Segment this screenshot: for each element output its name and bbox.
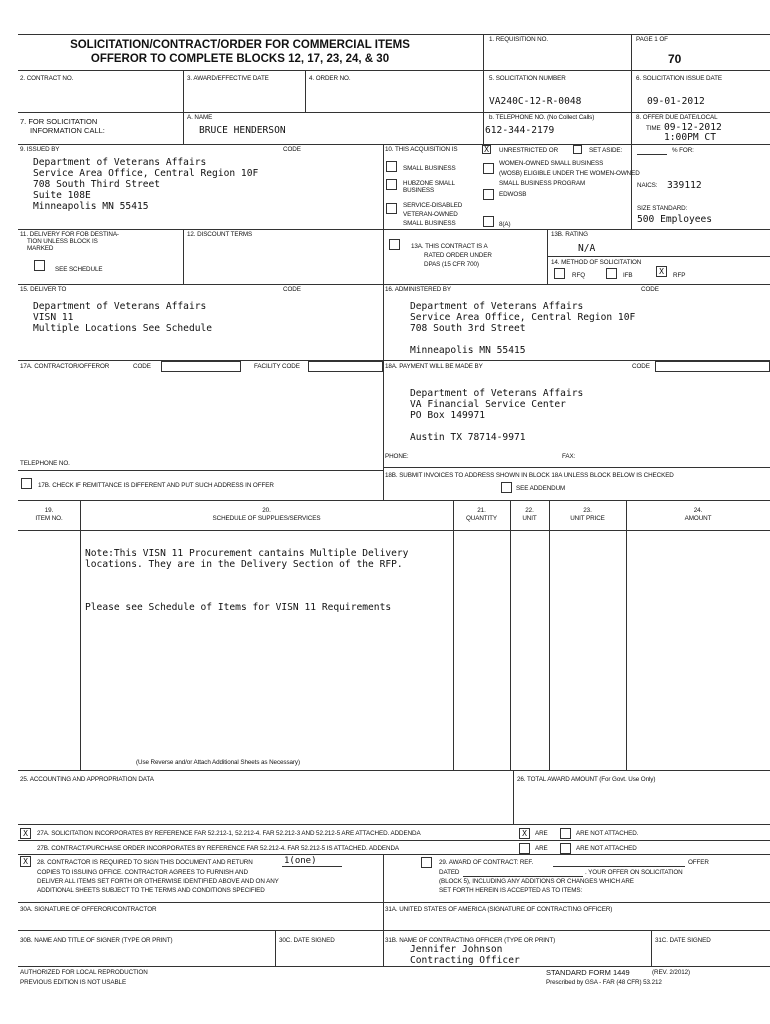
solicitation-no-label: 5. SOLICITATION NUMBER bbox=[489, 75, 566, 82]
col-num: 21. bbox=[477, 507, 486, 514]
solicitation-no: VA240C-12-R-0048 bbox=[489, 96, 582, 107]
due-time: 1:00PM CT bbox=[664, 132, 716, 143]
rating-label: 13B. RATING bbox=[551, 231, 588, 238]
percent-for-label: % FOR: bbox=[672, 147, 694, 154]
officer-date-label: 31C. DATE SIGNED bbox=[655, 937, 711, 944]
contractor-sign-checkbox[interactable]: X bbox=[20, 856, 31, 867]
rated-order-checkbox[interactable] bbox=[389, 239, 400, 250]
acquisition-label: 10. THIS ACQUISITION IS bbox=[385, 146, 458, 153]
issued-by-line: Department of Veterans Affairs bbox=[33, 157, 207, 168]
facility-code-label: FACILITY CODE bbox=[254, 363, 300, 370]
rule bbox=[18, 470, 383, 471]
rule-v bbox=[510, 500, 511, 770]
administered-by-line: Minneapolis MN 55415 bbox=[410, 345, 526, 356]
deliver-to-line: Multiple Locations See Schedule bbox=[33, 323, 213, 334]
size-standard-value: 500 Employees bbox=[637, 214, 713, 225]
contractor-label: 17A. CONTRACTOR/OFFEROR bbox=[20, 363, 110, 370]
officer-name: Jennifer Johnson bbox=[410, 944, 503, 955]
administered-by-line: Service Area Office, Central Region 10F bbox=[410, 312, 636, 323]
rule bbox=[383, 467, 770, 468]
schedule-note: locations. They are in the Delivery Section of the RFP. bbox=[85, 559, 403, 570]
due-date: 09-12-2012 bbox=[664, 122, 722, 133]
addenda-are-not-checkbox[interactable] bbox=[560, 828, 571, 839]
col-title: ITEM NO. bbox=[35, 515, 63, 522]
name-label: A. NAME bbox=[187, 114, 213, 121]
rfq-label: RFQ bbox=[572, 272, 585, 279]
see-schedule-label: SEE SCHEDULE bbox=[55, 266, 103, 273]
rule bbox=[18, 966, 770, 967]
discount-terms-label: 12. DISCOUNT TERMS bbox=[187, 231, 253, 238]
rated-order-label-3: DPAS (15 CFR 700) bbox=[424, 261, 479, 268]
payment-line: VA Financial Service Center bbox=[410, 399, 566, 410]
hubzone-label-2: BUSINESS bbox=[403, 187, 435, 194]
col-title: QUANTITY bbox=[465, 515, 498, 522]
rfq-checkbox[interactable] bbox=[554, 268, 565, 279]
col-num: 24. bbox=[693, 507, 703, 514]
signer-name-label: 30B. NAME AND TITLE OF SIGNER (TYPE OR PRINT) bbox=[20, 937, 173, 944]
signature-offeror-label: 30A. SIGNATURE OF OFFEROR/CONTRACTOR bbox=[20, 906, 157, 913]
deliver-to-label: 15. DELIVER TO bbox=[20, 286, 67, 293]
rule bbox=[383, 229, 770, 230]
clause-29-line3: (BLOCK 5), INCLUDING ANY ADDITIONS OR CHANGES WHICH ARE bbox=[439, 878, 634, 885]
rule-v bbox=[183, 229, 184, 284]
footer-prescribed: Prescribed by GSA - FAR (48 CFR) 53.212 bbox=[546, 979, 662, 986]
wosb-checkbox[interactable] bbox=[483, 163, 494, 174]
rule-v bbox=[183, 70, 184, 112]
hubzone-label-1: HUBZONE SMALL bbox=[403, 180, 455, 187]
rule-v bbox=[631, 144, 632, 229]
officer-name-label: 31B. NAME OF CONTRACTING OFFICER (TYPE OR PRINT) bbox=[385, 937, 556, 944]
col-num: 22. bbox=[525, 507, 534, 514]
award-checkbox[interactable] bbox=[421, 857, 432, 868]
set-aside-percent-line bbox=[637, 154, 667, 155]
payment-code-label: CODE bbox=[632, 363, 650, 370]
addenda-are-label-2: ARE bbox=[535, 845, 548, 852]
col-num: 23. bbox=[583, 507, 592, 514]
payment-line: Department of Veterans Affairs bbox=[410, 388, 584, 399]
rule bbox=[18, 500, 770, 501]
small-business-label: SMALL BUSINESS bbox=[403, 165, 456, 172]
rule bbox=[18, 824, 770, 825]
payment-line: PO Box 149971 bbox=[410, 410, 486, 421]
page-total: 70 bbox=[668, 52, 682, 66]
rule bbox=[18, 902, 770, 903]
rule-v bbox=[513, 770, 514, 824]
clause-29-line2: . YOUR OFFER ON SOLICITATION bbox=[585, 869, 683, 876]
deliver-to-code-label: CODE bbox=[283, 286, 301, 293]
ifb-label: IFB bbox=[623, 272, 633, 279]
rule-v bbox=[483, 34, 484, 70]
col-title: UNIT bbox=[522, 515, 537, 522]
addenda-are-checkbox[interactable]: X bbox=[519, 828, 530, 839]
issued-by-line: Service Area Office, Central Region 10F bbox=[33, 168, 259, 179]
rule bbox=[18, 284, 770, 285]
eight-a-label: 8(A) bbox=[499, 221, 511, 228]
total-award-label: 26. TOTAL AWARD AMOUNT (For Govt. Use Only) bbox=[517, 776, 656, 783]
fob-label-3: MARKED bbox=[27, 245, 54, 252]
administered-by-line: Department of Veterans Affairs bbox=[410, 301, 584, 312]
see-schedule-checkbox[interactable] bbox=[34, 260, 45, 271]
sdvosb-label-3: SMALL BUSINESS bbox=[403, 220, 456, 227]
clause-28-line3: DELIVER ALL ITEMS SET FORTH OR OTHERWISE IDENTIFIED ABOVE AND ON ANY bbox=[37, 878, 279, 885]
schedule-note: Please see Schedule of Items for VISN 11 Requirements bbox=[85, 602, 392, 613]
administered-by-line: 708 South 3rd Street bbox=[410, 323, 526, 334]
requisition-no-label: 1. REQUISITION NO. bbox=[489, 36, 549, 43]
small-business-checkbox[interactable] bbox=[386, 161, 397, 172]
officer-title: Contracting Officer bbox=[410, 955, 520, 966]
rule-v bbox=[383, 854, 384, 966]
naics-value: 339112 bbox=[667, 180, 702, 191]
col-unit bbox=[510, 507, 549, 523]
schedule-footer: (Use Reverse and/or Attach Additional Sheets as Necessary) bbox=[136, 759, 300, 766]
invoice-label: 18B. SUBMIT INVOICES TO ADDRESS SHOWN IN BLOCK 18A UNLESS BLOCK BELOW IS CHECKED bbox=[385, 472, 674, 479]
addenda-are-checkbox-2[interactable] bbox=[519, 843, 530, 854]
accounting-label: 25. ACCOUNTING AND APPROPRIATION DATA bbox=[20, 776, 154, 783]
issued-by-label: 9. ISSUED BY bbox=[20, 146, 60, 153]
rule-v bbox=[453, 500, 454, 770]
size-standard-label: SIZE STANDARD: bbox=[637, 205, 688, 212]
footer-authorized: AUTHORIZED FOR LOCAL REPRODUCTION bbox=[20, 969, 148, 976]
set-aside-label: SET ASIDE: bbox=[589, 147, 623, 154]
rule bbox=[18, 770, 770, 771]
phone-label: b. TELEPHONE NO. (No Collect Calls) bbox=[489, 114, 595, 121]
unrestricted-label: UNRESTRICTED OR bbox=[499, 147, 559, 154]
rule-v bbox=[80, 500, 81, 770]
rule bbox=[18, 840, 770, 841]
rated-order-label-1: 13A. THIS CONTRACT IS A bbox=[411, 243, 488, 250]
form-title bbox=[40, 38, 440, 66]
addendum-label: SEE ADDENDUM bbox=[516, 485, 566, 492]
issue-date: 09-01-2012 bbox=[647, 96, 705, 107]
col-amount bbox=[626, 507, 770, 523]
col-title: AMOUNT bbox=[684, 515, 712, 522]
deliver-to-line: VISN 11 bbox=[33, 312, 74, 323]
fob-label-1: 11. DELIVERY FOR FOB DESTINA- bbox=[20, 231, 119, 238]
rule-v bbox=[651, 930, 652, 966]
payment-label: 18A. PAYMENT WILL BE MADE BY bbox=[385, 363, 483, 370]
contract-no-label: 2. CONTRACT NO. bbox=[20, 75, 74, 82]
issued-by-line: Suite 108E bbox=[33, 190, 91, 201]
col-unit-price bbox=[549, 507, 626, 523]
addenda-are-label: ARE bbox=[535, 830, 548, 837]
rule-v bbox=[305, 70, 306, 112]
info-call-label bbox=[20, 117, 105, 135]
addenda-are-not-checkbox-2[interactable] bbox=[560, 843, 571, 854]
rule-v bbox=[549, 500, 550, 770]
rule-v bbox=[626, 500, 627, 770]
rule bbox=[547, 256, 770, 257]
telephone-label: TELEPHONE NO. bbox=[20, 460, 70, 467]
wosb-label-3: SMALL BUSINESS PROGRAM bbox=[499, 180, 586, 187]
set-aside-checkbox[interactable] bbox=[573, 145, 582, 154]
rated-order-label-2: RATED ORDER UNDER bbox=[424, 252, 492, 259]
rule-top bbox=[18, 34, 770, 35]
rule-v bbox=[483, 70, 484, 144]
col-title: SCHEDULE OF SUPPLIES/SERVICES bbox=[212, 515, 321, 522]
col-title: UNIT PRICE bbox=[570, 515, 605, 522]
info-call-line2: INFORMATION CALL: bbox=[30, 126, 105, 135]
clause-28-line2: COPIES TO ISSUING OFFICE. CONTRACTOR AGREES TO FURNISH AND bbox=[37, 869, 248, 876]
rule-v bbox=[275, 930, 276, 966]
copies-value: 1(one) bbox=[284, 856, 317, 866]
wosb-label-1: WOMEN-OWNED SMALL BUSINESS bbox=[499, 160, 604, 167]
clause-29-line1: 29. AWARD OF CONTRACT: REF. bbox=[439, 859, 534, 866]
rule-v bbox=[631, 34, 632, 144]
remittance-checkbox[interactable] bbox=[21, 478, 32, 489]
wosb-label-2: (WOSB) ELIGIBLE UNDER THE WOMEN-OWNED bbox=[499, 170, 640, 177]
hubzone-checkbox[interactable] bbox=[386, 179, 397, 190]
clause-27a: 27A. SOLICITATION INCORPORATES BY REFERENCE FAR 52.212-1, 52.212-4. FAR 52.212-3 AND 52.212-5 ARE ATTACHED. ADDENDA bbox=[37, 830, 421, 837]
due-date-label: 8. OFFER DUE DATE/LOCAL bbox=[636, 114, 718, 121]
col-num: 20. bbox=[262, 507, 271, 514]
award-dated-line bbox=[463, 876, 583, 877]
date-signed-label: 30C. DATE SIGNED bbox=[279, 937, 335, 944]
signature-officer-label: 31A. UNITED STATES OF AMERICA (SIGNATURE OF CONTRACTING OFFICER) bbox=[385, 906, 613, 913]
clause-29-dated: DATED bbox=[439, 869, 460, 876]
rule-v bbox=[383, 144, 384, 500]
col-num: 19. bbox=[44, 507, 54, 514]
rule-v bbox=[183, 112, 184, 144]
rfp-checkbox[interactable]: X bbox=[656, 266, 667, 277]
rule bbox=[18, 930, 770, 931]
sdvosb-label-2: VETERAN-OWNED bbox=[403, 211, 458, 218]
ifb-checkbox[interactable] bbox=[606, 268, 617, 279]
edwosb-checkbox[interactable] bbox=[483, 189, 494, 200]
issued-by-code-label: CODE bbox=[283, 146, 301, 153]
clause-29-offer: OFFER bbox=[688, 859, 709, 866]
footer-rev: (REV. 2/2012) bbox=[652, 969, 691, 976]
clause-28-line4: ADDITIONAL SHEETS SUBJECT TO THE TERMS AND CONDITIONS SPECIFIED bbox=[37, 887, 265, 894]
col-item-no bbox=[18, 507, 80, 523]
info-call-line1: 7. FOR SOLICITATION bbox=[20, 117, 98, 126]
col-quantity bbox=[453, 507, 510, 523]
solicitation-clause-checkbox[interactable]: X bbox=[20, 828, 31, 839]
time-label: TIME bbox=[646, 125, 661, 132]
footer-form: STANDARD FORM 1449 bbox=[546, 968, 630, 977]
payment-fax-label: FAX: bbox=[562, 453, 576, 460]
award-ref-line bbox=[553, 866, 685, 867]
issued-by-line: 708 South Third Street bbox=[33, 179, 161, 190]
addenda-are-not-label-2: ARE NOT ATTACHED bbox=[576, 845, 637, 852]
rule bbox=[18, 530, 770, 531]
eight-a-checkbox[interactable] bbox=[483, 216, 494, 227]
facility-code-field[interactable] bbox=[308, 361, 383, 372]
contractor-code-label: CODE bbox=[133, 363, 151, 370]
payment-line: Austin TX 78714-9971 bbox=[410, 432, 526, 443]
copies-line bbox=[282, 866, 342, 867]
payment-phone-label: PHONE: bbox=[385, 453, 409, 460]
form-title-line2: OFFEROR TO COMPLETE BLOCKS 12, 17, 23, 24, & 30 bbox=[90, 53, 390, 65]
method-label: 14. METHOD OF SOLICITATION bbox=[551, 259, 642, 266]
contact-phone: 612-344-2179 bbox=[485, 125, 555, 136]
schedule-note: Note:This VISN 11 Procurement cantains Multiple Delivery bbox=[85, 548, 409, 559]
deliver-to-line: Department of Veterans Affairs bbox=[33, 301, 207, 312]
col-supplies bbox=[80, 507, 453, 523]
edwosb-label: EDWOSB bbox=[499, 191, 527, 198]
footer-previous: PREVIOUS EDITION IS NOT USABLE bbox=[20, 979, 127, 986]
clause-28-line1: 28. CONTRACTOR IS REQUIRED TO SIGN THIS DOCUMENT AND RETURN bbox=[37, 859, 253, 866]
sdvosb-checkbox[interactable] bbox=[386, 203, 397, 214]
rule bbox=[18, 854, 770, 855]
rfp-label: RFP bbox=[673, 272, 686, 279]
order-no-label: 4. ORDER NO. bbox=[309, 75, 351, 82]
administered-by-label: 16. ADMINISTERED BY bbox=[385, 286, 451, 293]
contact-name: BRUCE HENDERSON bbox=[199, 125, 286, 136]
remittance-label: 17B. CHECK IF REMITTANCE IS DIFFERENT AND PUT SUCH ADDRESS IN OFFER bbox=[38, 482, 274, 489]
unrestricted-checkbox[interactable]: X bbox=[482, 145, 491, 154]
issued-by-line: Minneapolis MN 55415 bbox=[33, 201, 149, 212]
clause-29-line4: SET FORTH HEREIN IS ACCEPTED AS TO ITEMS: bbox=[439, 887, 583, 894]
clause-27b: 27B. CONTRACT/PURCHASE ORDER INCORPORATES BY REFERENCE FAR 52.212-4. FAR 52.212-5 IS ATTACHED. ADDENDA bbox=[37, 845, 399, 852]
contractor-code-field[interactable] bbox=[161, 361, 241, 372]
addendum-checkbox[interactable] bbox=[501, 482, 512, 493]
sdvosb-label-1: SERVICE-DISABLED bbox=[403, 202, 463, 209]
rule bbox=[18, 70, 770, 71]
award-date-label: 3. AWARD/EFFECTIVE DATE bbox=[187, 75, 269, 82]
administered-by-code-label: CODE bbox=[641, 286, 659, 293]
page-label: PAGE 1 OF bbox=[636, 36, 668, 43]
rating-value: N/A bbox=[578, 243, 596, 254]
payment-code-field[interactable] bbox=[655, 361, 770, 372]
fob-label-2: TION UNLESS BLOCK IS bbox=[27, 238, 98, 245]
rule bbox=[18, 144, 770, 145]
naics-label: NAICS: bbox=[637, 182, 658, 189]
rule bbox=[18, 112, 770, 113]
rule bbox=[18, 229, 383, 230]
form-title-line1: SOLICITATION/CONTRACT/ORDER FOR COMMERCIAL ITEMS bbox=[70, 39, 410, 51]
addenda-are-not-label: ARE NOT ATTACHED. bbox=[576, 830, 639, 837]
issue-date-label: 6. SOLICITATION ISSUE DATE bbox=[636, 75, 722, 82]
